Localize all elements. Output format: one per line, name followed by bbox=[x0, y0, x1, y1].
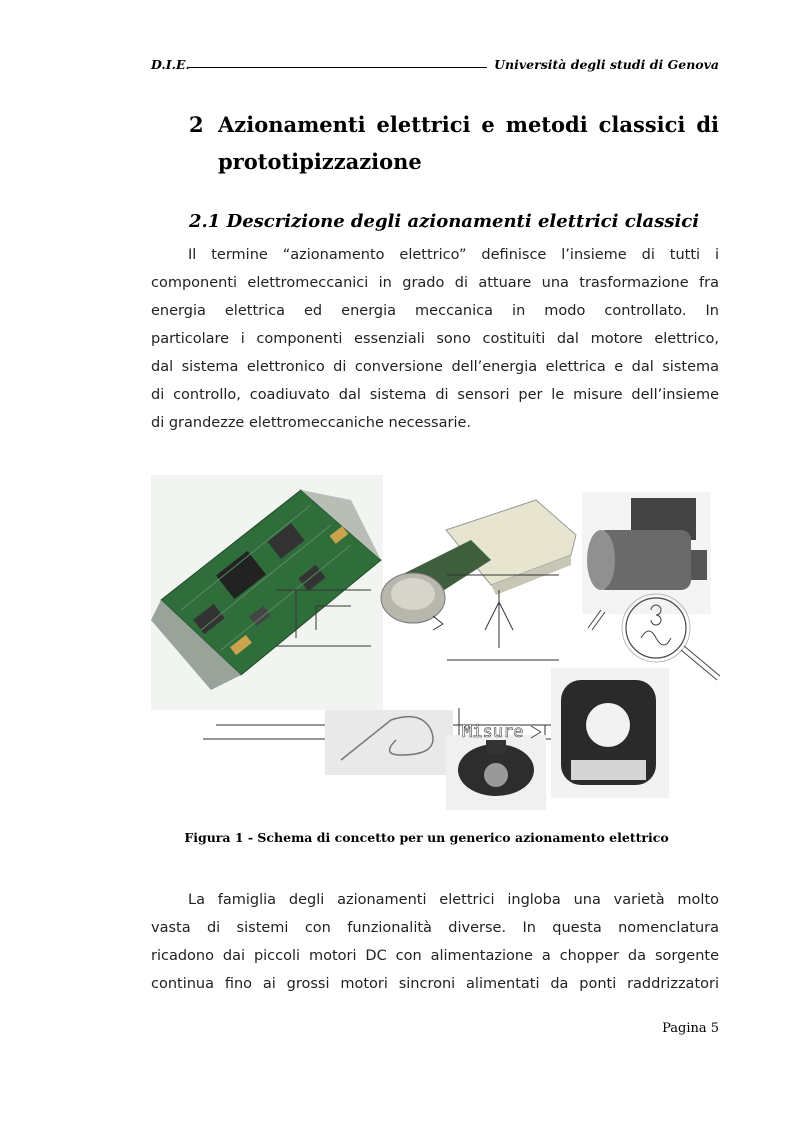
paragraph-line: di controllo, coadiuvato dal sistema di sensori per le misure dell’insieme bbox=[151, 387, 719, 403]
power-converter-image bbox=[381, 500, 576, 623]
paragraph-2 bbox=[151, 886, 719, 998]
header-rule bbox=[189, 67, 487, 68]
figure-illustration bbox=[151, 470, 721, 815]
chapter-title-line1: Azionamenti elettrici e metodi classici di bbox=[218, 112, 719, 137]
paragraph-line: energia elettrica ed energia meccanica in modo controllato. In bbox=[151, 303, 719, 319]
section-title: 2.1 Descrizione degli azionamenti elettrici classici bbox=[189, 211, 700, 232]
paragraph-line: dal sistema elettronico di conversione dell’energia elettrica e dal sistema bbox=[151, 359, 719, 375]
paragraph-line: ricadono dai piccoli motori DC con alimentazione a chopper da sorgente bbox=[151, 948, 719, 964]
chapter-number: 2 bbox=[189, 112, 204, 137]
misure-label: Misure bbox=[462, 722, 524, 742]
paragraph-line: di grandezze elettromeccaniche necessarie. bbox=[151, 415, 472, 431]
paragraph-line: continua fino ai grossi motori sincroni alimentati da ponti raddrizzatori bbox=[151, 976, 719, 992]
header-right: Università degli studi di Genova bbox=[494, 57, 719, 72]
control-board-image bbox=[151, 475, 383, 710]
paragraph-line: componenti elettromeccanici in grado di attuare una trasformazione fra bbox=[151, 275, 719, 291]
page-header bbox=[151, 57, 719, 73]
figure-drive-concept bbox=[151, 470, 721, 815]
header-left: D.I.E. bbox=[151, 57, 190, 72]
chapter-title-line2: prototipizzazione bbox=[218, 149, 422, 174]
paragraph-line: Il termine “azionamento elettrico” definisce l’insieme di tutti i bbox=[188, 247, 719, 263]
figure-caption: Figura 1 - Schema di concetto per un generico azionamento elettrico bbox=[184, 830, 669, 845]
paragraph-1 bbox=[151, 241, 719, 437]
paragraph-line: La famiglia degli azionamenti elettrici ingloba una varietà molto bbox=[188, 892, 719, 908]
page-number: Pagina 5 bbox=[662, 1021, 719, 1036]
paragraph-line: vasta di sistemi con funzionalità diverse. In questa nomenclatura bbox=[151, 920, 719, 936]
paragraph-line: particolare i componenti essenziali sono costituiti dal motore elettrico, bbox=[151, 331, 719, 347]
